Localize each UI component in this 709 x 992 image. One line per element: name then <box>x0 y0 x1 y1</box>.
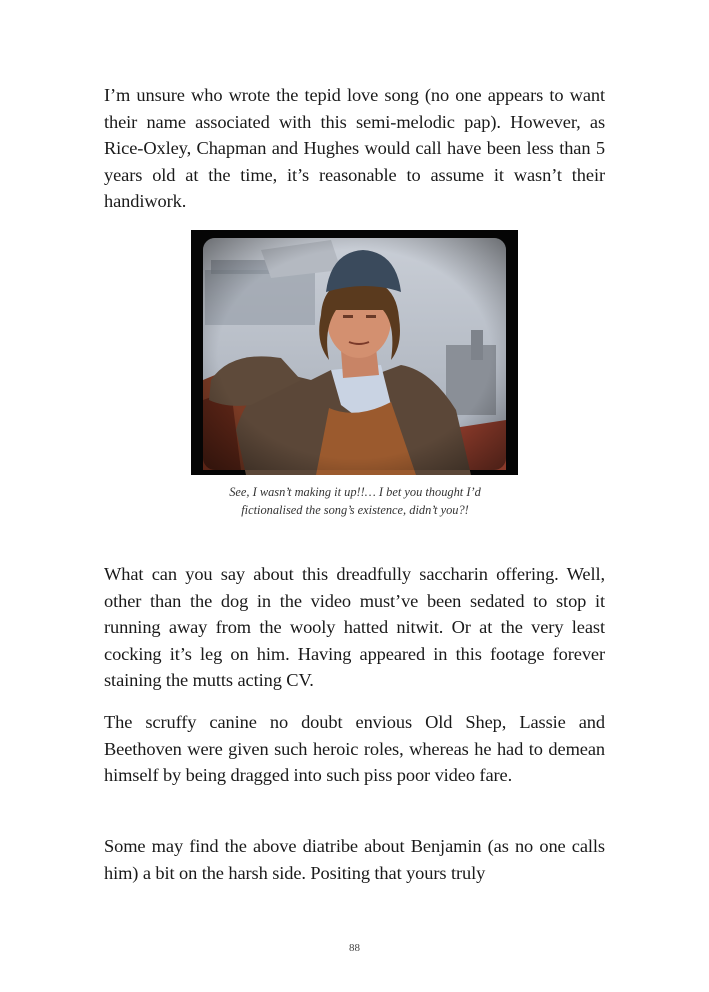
paragraph-4: Some may find the above diatribe about Benjamin (as no one calls him) a bit on the harsh side. Positing that yours truly <box>104 836 605 883</box>
caption-line-2: fictionalised the song’s existence, didn’t you?! <box>241 503 469 517</box>
caption-line-1: See, I wasn’t making it up!!… I bet you thought I’d <box>229 485 481 499</box>
video-still-photo <box>191 230 518 475</box>
paragraph-3: The scruffy canine no doubt envious Old Shep, Lassie and Beethoven were given such heroic roles, whereas he had to demean himself by being dragged into such piss poor video fare. <box>104 712 605 786</box>
photo-caption <box>180 483 530 519</box>
paragraph-1: I’m unsure who wrote the tepid love song (no one appears to want their name associated with this semi-melodic pap). However, as Rice-Oxley, Chapman and Hughes would call have been less than 5 years old at the time, it’s reasonable to assume it wasn’t their handiwork. <box>104 85 605 212</box>
page-number: 88 <box>349 942 360 954</box>
paragraph-2: What can you say about this dreadfully saccharin offering. Well, other than the dog in the video must’ve been sedated to stop it running away from the wooly hatted nitwit. Or at the very least cocking it’s leg on him. Having appeared in this footage forever staining the mutts acting CV. <box>104 564 605 691</box>
